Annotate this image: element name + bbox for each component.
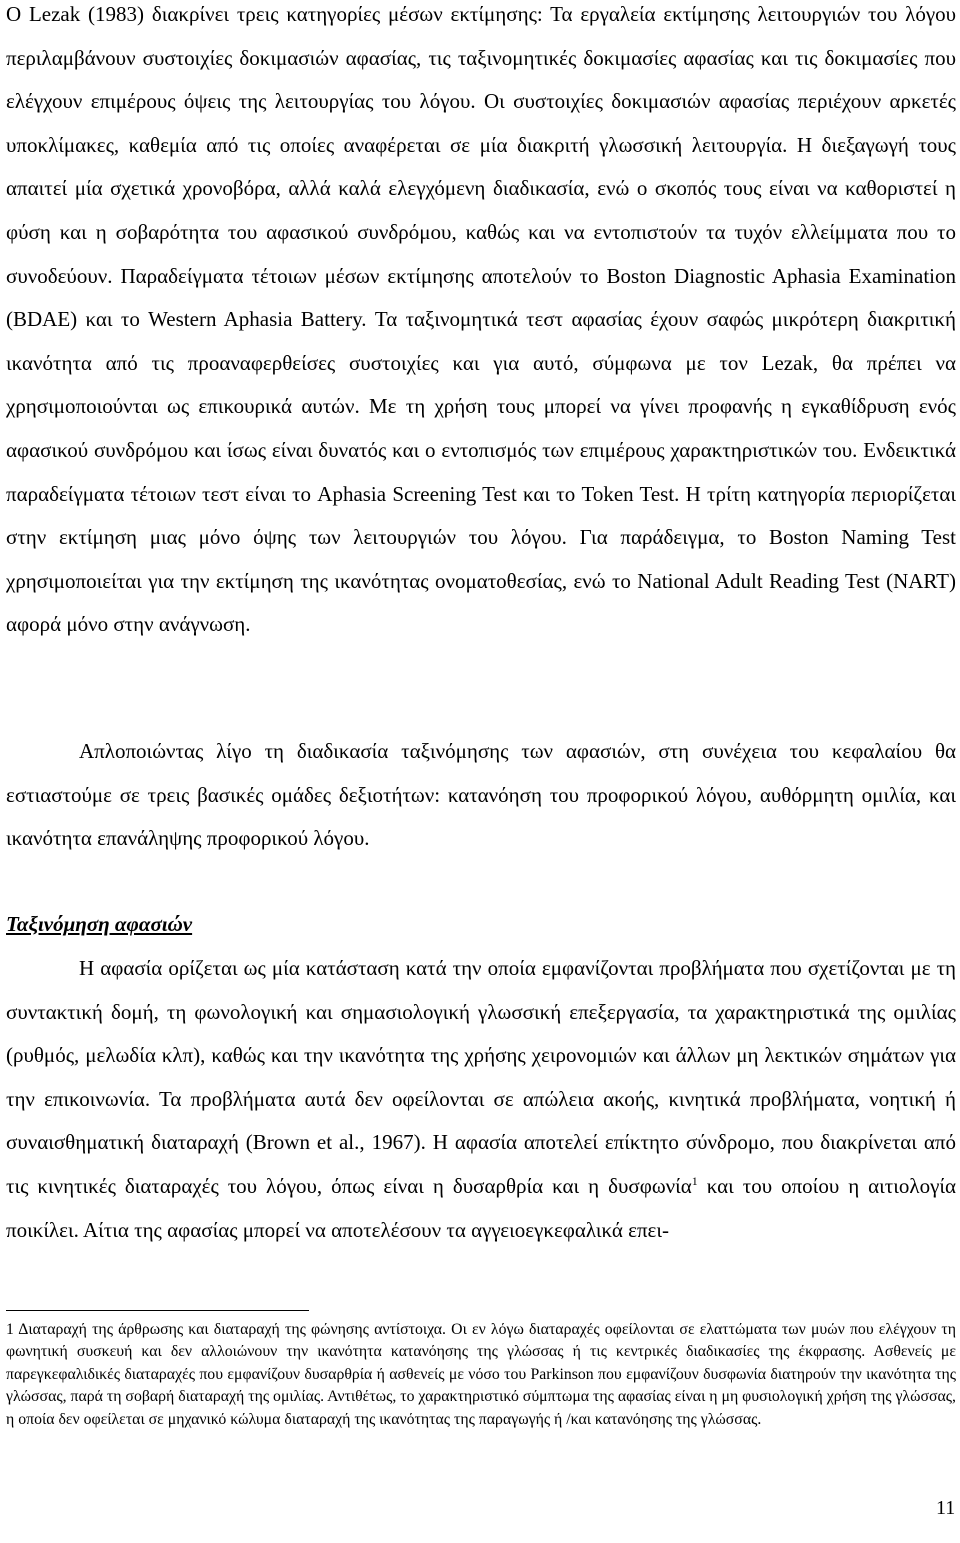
section-heading: Ταξινόμηση αφασιών <box>6 912 193 936</box>
footnote-reference: 1 <box>691 1173 698 1188</box>
footnote-number: 1 <box>6 1321 14 1338</box>
footnote <box>6 1319 956 1431</box>
footnote-text: Διαταραχή της άρθρωσης και διαταραχή της φώνησης αντίστοιχα. Οι εν λόγω διαταραχές οφείλονται σε ελαττώματα των μυών που ελέγχουν τη φωνητική συσκευή και δεν αλλοιώνουν την ικανότητα κατανόησης της γλώσσας ή τις κεντρικές διαδικασίες της έκφρασης. Ασθενείς με παρεγκεφαλιδικές διαταραχές που εμφανίζουν δυσαρθρία ή ασθενείς με νόσο του Parkinson που εμφανίζουν δυσφωνία διατηρούν την ικανότητα της γλώσσας, παρά τη σοβαρή διαταραχή της ομιλίας. Αντιθέτως, το χαρακτηριστικό σύμπτωμα της αφασίας είναι η μη φυσιολογική χρήση της γλώσσας, η οποία δεν οφείλεται σε μηχανικό κώλυμα διαταραχή της ικανότητας της παραγωγής ή /και κατανόησης της γλώσσας. <box>6 1321 956 1428</box>
paragraph-classification-simplification: Απλοποιώντας λίγο τη διαδικασία ταξινόμησης των αφασιών, στη συνέχεια του κεφαλαίου θα εστιαστούμε σε τρεις βασικές ομάδες δεξιοτήτων: κατανόηση του προφορικού λόγου, αυθόρμητη ομιλία, και ικανότητα επανάληψης προφορικού λόγου. <box>6 739 956 851</box>
paragraph-aphasia-definition <box>6 947 956 1252</box>
paragraph-aphasia-definition-start: Η αφασία ορίζεται ως μία κατάσταση κατά την οποία εμφανίζονται προβλήματα που σχετίζονται με τη συντακτική δομή, τη φωνολογική και σημασιολογική γλωσσική επεξεργασία, τα χαρακτηριστικά της ομιλίας (ρυθμός, μελωδία κλπ), καθώς και την ικανότητα της χρήσης χειρονομιών και άλλων μη λεκτικών σημάτων για την επικοινωνία. Τα προβλήματα αυτά δεν οφείλονται σε απώλεια ακοής, κινητικά προβλήματα, νοητική ή συναισθηματική διαταραχή (Brown et al., 1967). Η αφασία αποτελεί επίκτητο σύνδρομο, που διακρίνεται από τις κινητικές διαταραχές του λόγου, όπως είναι η δυσαρθρία και η δυσφωνία <box>6 956 956 1198</box>
paragraph-aphasia-definition-end: και του οποίου η αιτιολογία ποικίλει. Αίτια της αφασίας μπορεί να αποτελέσουν τα αγγειοεγκεφαλικά επει- <box>6 1173 957 1242</box>
page-number: 11 <box>936 1497 956 1519</box>
footnote-separator <box>6 1310 309 1311</box>
paragraph-lezak-categories: Ο Lezak (1983) διακρίνει τρεις κατηγορίες μέσων εκτίμησης: Τα εργαλεία εκτίμησης λειτουργιών του λόγου περιλαμβάνουν συστοιχίες δοκιμασιών αφασίας, τις ταξινομητικές δοκιμασίες αφασίας και τις δοκιμασίες που ελέγχουν επιμέρους όψεις της λειτουργίας του λόγου. Οι συστοιχίες δοκιμασιών αφασίας περιέχουν αρκετές υποκλίμακες, καθεμία από τις οποίες αναφέρεται σε μία διακριτή γλωσσική λειτουργία. Η διεξαγωγή τους απαιτεί μία σχετικά χρονοβόρα, αλλά καλά ελεγχόμενη διαδικασία, ενώ ο σκοπός τους είναι να καθοριστεί η φύση και η σοβαρότητα του αφασικού συνδρόμου, καθώς και να εντοπιστούν τα τυχόν ελλείμματα που το συνοδεύουν. Παραδείγματα τέτοιων μέσων εκτίμησης αποτελούν το Boston Diagnostic Aphasia Examination (BDAE) και το Western Aphasia Battery. Τα ταξινομητικά τεστ αφασίας έχουν σαφώς μικρότερη διακριτική ικανότητα από τις προαναφερθείσες συστοιχίες και για αυτό, σύμφωνα με τον Lezak, θα πρέπει να χρησιμοποιούνται ως επικουρικά αυτών. Με τη χρήση τους μπορεί να γίνει προφανής η εγκαθίδρυση ενός αφασικού συνδρόμου και ίσως είναι δυνατός και ο εντοπισμός των επιμέρους χαρακτηριστικών του. Ενδεικτικά παραδείγματα τέτοιων τεστ είναι το Aphasia Screening Test και το Token Test. Η τρίτη κατηγορία περιορίζεται στην εκτίμηση μιας μόνο όψης των λειτουργιών του λόγου. Για παράδειγμα, το Boston Naming Test χρησιμοποιείται για την εκτίμηση της ικανότητας ονοματοθεσίας, ενώ το National Adult Reading Test (NART) αφορά μόνο στην ανάγνωση. <box>6 2 956 637</box>
